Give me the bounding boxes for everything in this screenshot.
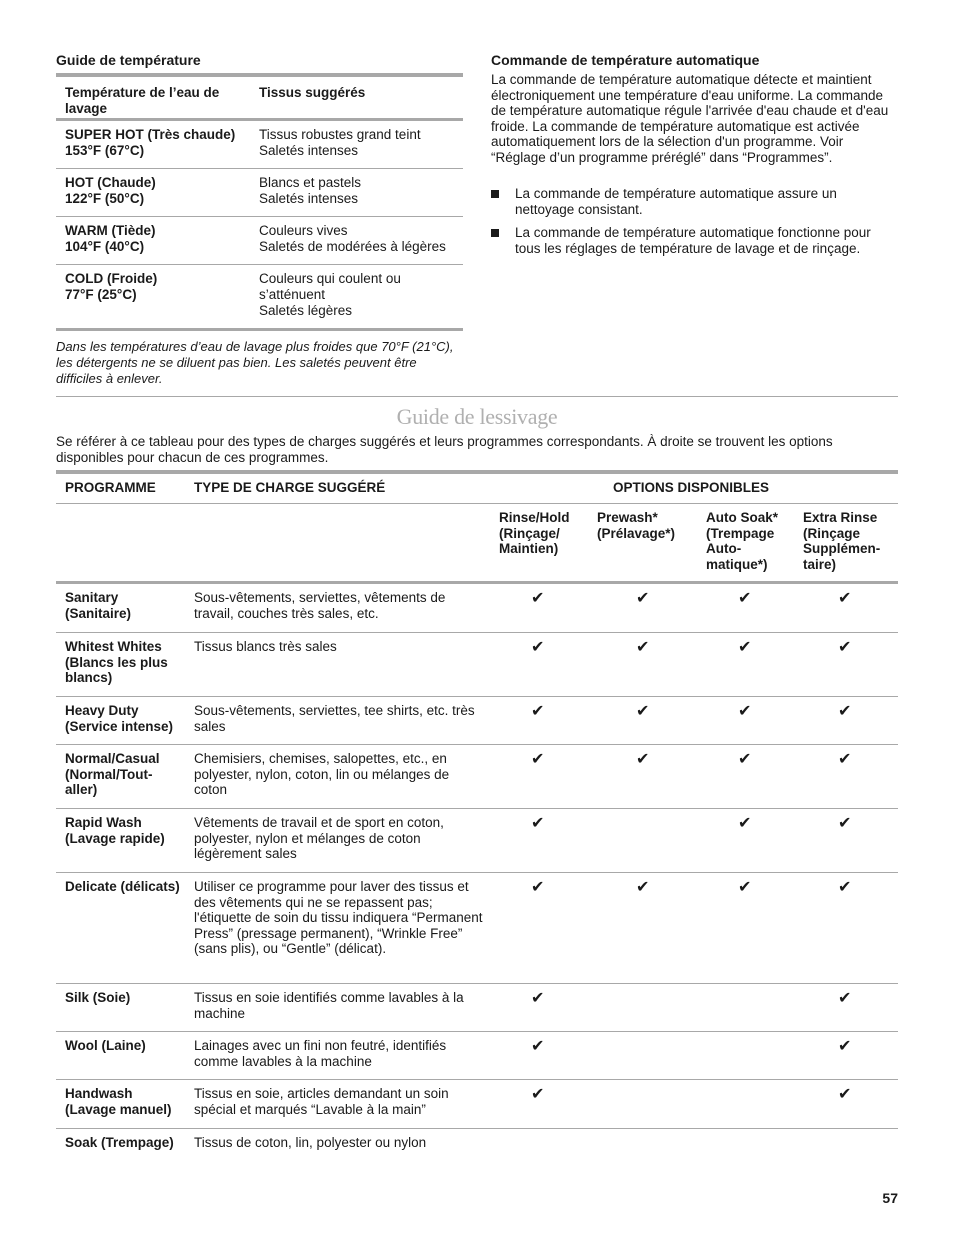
check-icon: ✔ (531, 1084, 545, 1103)
program-name: Heavy Duty (Service intense) (65, 703, 174, 734)
check-icon: ✔ (738, 749, 752, 768)
check-icon: ✔ (738, 637, 752, 656)
program-name: Normal/Casual (Normal/Tout- aller) (65, 751, 160, 798)
temp-name: WARM (Tiède) (65, 223, 156, 238)
fabric: Saletés légères (259, 303, 353, 318)
load-type: Tissus de coton, lin, polyester ou nylon (194, 1135, 427, 1150)
check-icon: ✔ (636, 701, 650, 720)
bullet-text: La commande de température automatique assure un nettoyage consistant. (515, 186, 837, 217)
table-row-delicate (56, 873, 898, 984)
bullet-square-icon (491, 229, 499, 237)
fabric: Tissus robustes grand teint (259, 127, 421, 142)
temp-value: 104°F (40°C) (65, 239, 145, 254)
temperature-guide-title: Guide de température (56, 52, 201, 68)
load-type: Tissus blancs très sales (194, 639, 337, 654)
program-name: Silk (Soie) (65, 990, 131, 1005)
check-icon: ✔ (738, 588, 752, 607)
temp-name: SUPER HOT (Très chaude) (65, 127, 236, 142)
section-divider (56, 396, 898, 397)
bullet-square-icon (491, 190, 499, 198)
program-name: Delicate (délicats) (65, 879, 180, 894)
table-row-sanitary (56, 584, 898, 633)
check-icon: ✔ (636, 637, 650, 656)
table-row-soak (56, 1129, 898, 1175)
load-type: Sous-vêtements, serviettes, vêtements de travail, couches très sales, etc. (194, 590, 446, 621)
header-load-type: TYPE DE CHARGE SUGGÉRÉ (194, 480, 386, 495)
load-type: Lainages avec un fini non feutré, identifiés comme lavables à la machine (194, 1038, 447, 1069)
options-header-row (56, 504, 898, 584)
temp-name: HOT (Chaude) (65, 175, 156, 190)
check-icon: ✔ (636, 588, 650, 607)
load-type: Sous-vêtements, serviettes, tee shirts, etc. très sales (194, 703, 475, 734)
check-icon: ✔ (838, 988, 852, 1007)
check-icon: ✔ (531, 749, 545, 768)
temp-row-cold (56, 265, 463, 331)
load-type: Tissus en soie, articles demandant un soin spécial et marqués “Lavable à la main” (194, 1086, 449, 1117)
check-icon: ✔ (738, 877, 752, 896)
check-icon: ✔ (636, 749, 650, 768)
header-program: PROGRAMME (65, 480, 156, 495)
fabric: Blancs et pastels (259, 175, 362, 190)
check-icon: ✔ (738, 701, 752, 720)
program-name: Sanitary (Sanitaire) (65, 590, 132, 621)
laundry-guide-title: Guide de lessivage (396, 404, 558, 429)
table-header-row (56, 470, 898, 504)
check-icon: ✔ (838, 749, 852, 768)
program-name: Wool (Laine) (65, 1038, 146, 1053)
load-type: Utiliser ce programme pour laver des tissus et des vêtements qui ne se repassent pas; l'étiquette de soin du tissu indiquera “Permanent Press” (pressage permanent), “Wrinkle Free” (sans plis), ou “Gentle” (délicat). (194, 879, 483, 957)
table-row-normal-casual (56, 745, 898, 809)
temp-value: 153°F (67°C) (65, 143, 145, 158)
fabric: Saletés intenses (259, 143, 359, 158)
check-icon: ✔ (838, 701, 852, 720)
check-icon: ✔ (531, 813, 545, 832)
check-icon: ✔ (531, 701, 545, 720)
temp-row-hot (56, 169, 463, 217)
program-name: Soak (Trempage) (65, 1135, 174, 1150)
page-number: 57 (882, 1190, 898, 1206)
bullet-text: La commande de température automatique fonctionne pour tous les réglages de température de lavage et de rinçage. (515, 225, 871, 256)
temperature-table-header (56, 73, 463, 121)
fabric: Couleurs qui coulent ou s’atténuent (259, 271, 401, 302)
header-water-temp: Température de l’eau de lavage (65, 85, 220, 116)
auto-temp-body: La commande de température automatique détecte et maintient électroniquement une température d'eau uniforme. La commande de température automatique régule l'arrivée d'eau chaude et d'eau froide. La commande de température automatique est activée automatiquement lors de la sélection d'un programme. Voir “Réglage d’un programme préréglé” dans “Programmes”. (491, 72, 889, 165)
check-icon: ✔ (838, 877, 852, 896)
table-row-rapid-wash (56, 809, 898, 873)
temp-row-warm (56, 217, 463, 265)
program-name: Handwash (Lavage manuel) (65, 1086, 172, 1117)
check-icon: ✔ (738, 813, 752, 832)
header-options: OPTIONS DISPONIBLES (613, 480, 770, 495)
option-prewash: Prewash* (Prélavage*) (597, 510, 676, 541)
load-type: Vêtements de travail et de sport en coton, polyester, nylon et mélanges de coton légèrement sales (194, 815, 444, 862)
table-row-handwash (56, 1080, 898, 1129)
table-row-wool (56, 1032, 898, 1080)
fabric: Saletés intenses (259, 191, 359, 206)
laundry-guide-intro: Se référer à ce tableau pour des types de charges suggérés et leurs programmes correspondants. À droite se trouvent les options disponibles pour chacun de ces programmes. (56, 434, 833, 465)
load-type: Tissus en soie identifiés comme lavables à la machine (194, 990, 464, 1021)
option-auto-soak: Auto Soak* (Trempage Auto- matique*) (706, 510, 779, 572)
check-icon: ✔ (838, 1084, 852, 1103)
check-icon: ✔ (531, 1036, 545, 1055)
check-icon: ✔ (531, 588, 545, 607)
load-type: Chemisiers, chemises, salopettes, etc., en polyester, nylon, coton, lin ou mélanges de coton (194, 751, 450, 798)
check-icon: ✔ (838, 1036, 852, 1055)
fabric: Couleurs vives (259, 223, 348, 238)
option-rinse-hold: Rinse/Hold (Rinçage/ Maintien) (499, 510, 570, 557)
table-row-heavy-duty (56, 697, 898, 745)
option-extra-rinse: Extra Rinse (Rinçage Supplémen- taire) (803, 510, 881, 572)
check-icon: ✔ (636, 877, 650, 896)
check-icon: ✔ (838, 588, 852, 607)
temperature-note: Dans les températures d’eau de lavage plus froides que 70°F (21°C), les détergents ne se diluent pas bien. Les saletés peuvent être difficiles à enlever. (56, 339, 454, 386)
check-icon: ✔ (531, 877, 545, 896)
program-name: Whitest Whites (Blancs les plus blancs) (65, 639, 168, 686)
check-icon: ✔ (838, 637, 852, 656)
table-row-whitest-whites (56, 633, 898, 697)
temp-name: COLD (Froide) (65, 271, 158, 286)
temp-row-super-hot (56, 121, 463, 169)
check-icon: ✔ (531, 988, 545, 1007)
temp-value: 77°F (25°C) (65, 287, 137, 302)
header-fabrics: Tissus suggérés (259, 85, 366, 100)
temperature-table (56, 73, 463, 331)
auto-temp-title: Commande de température automatique (491, 52, 760, 68)
check-icon: ✔ (531, 637, 545, 656)
laundry-guide-table (56, 470, 898, 1175)
program-name: Rapid Wash (Lavage rapide) (65, 815, 165, 846)
check-icon: ✔ (838, 813, 852, 832)
temp-value: 122°F (50°C) (65, 191, 145, 206)
fabric: Saletés de modérées à légères (259, 239, 446, 254)
table-row-silk (56, 984, 898, 1032)
